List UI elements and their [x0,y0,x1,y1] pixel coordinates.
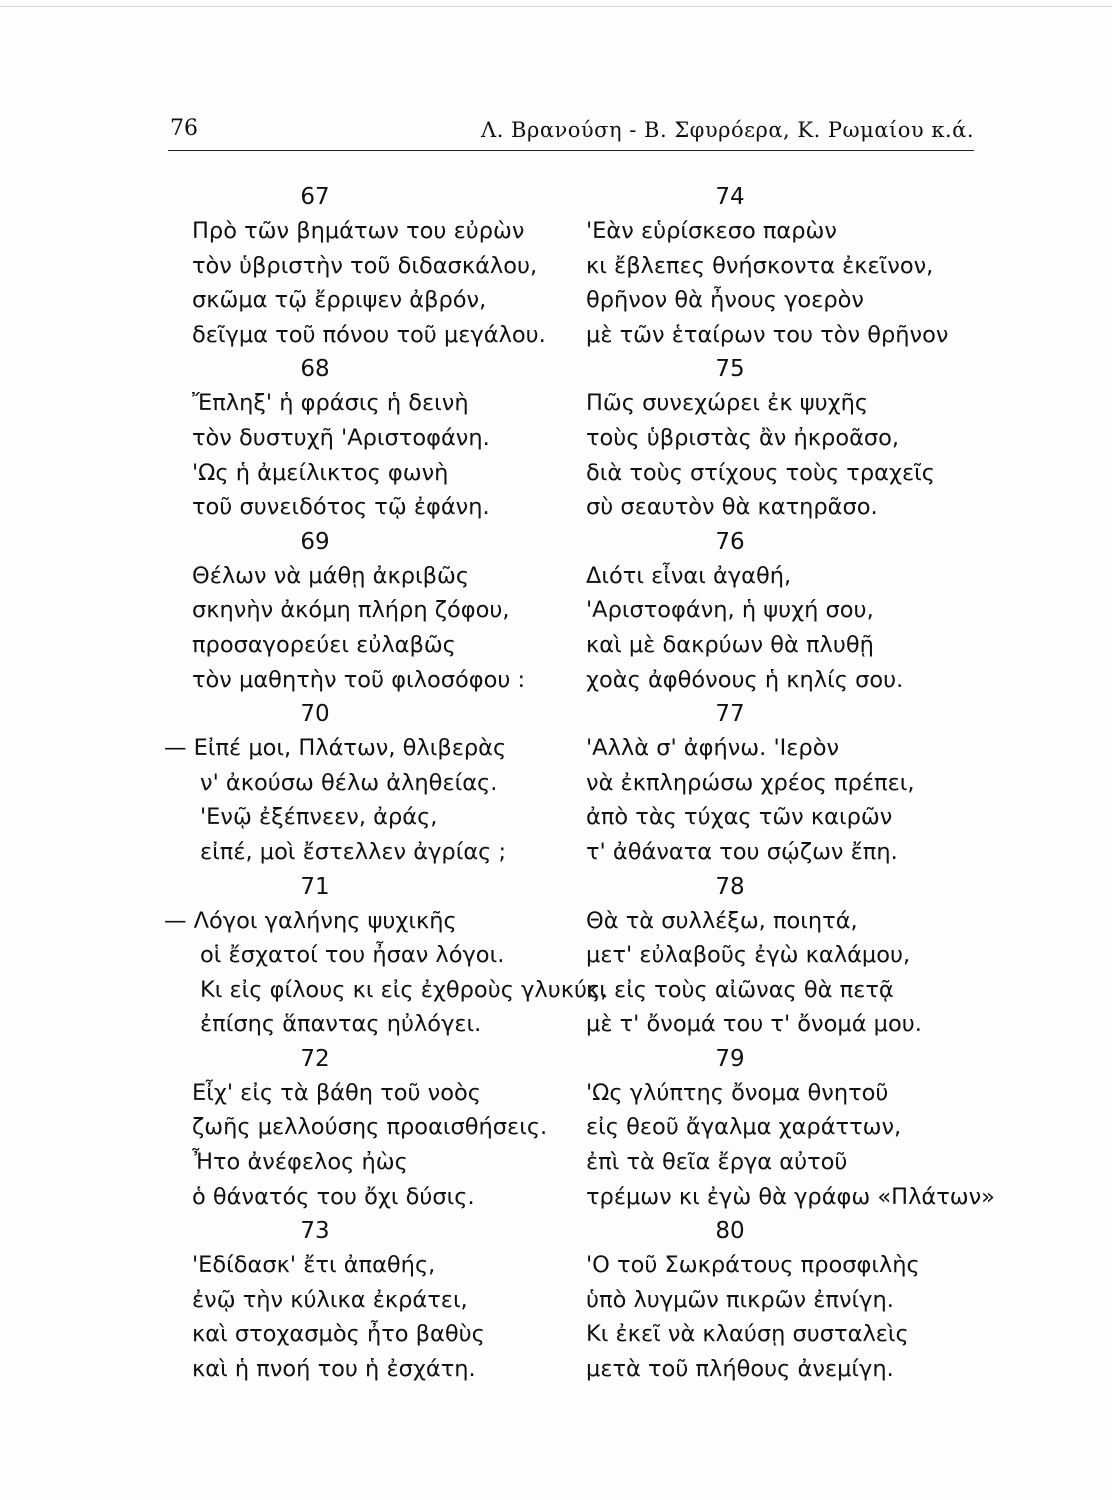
verse-line: δεῖγμα τοῦ πόνου τοῦ μεγάλου. [192,321,546,348]
verse-line: ὑπὸ λυγμῶν πικρῶν ἐπνίγη. [586,1286,894,1313]
verse-line: προσαγορεύει εὐλαβῶς [192,631,456,658]
verse-line: — Εἰπέ μοι, Πλάτων, θλιβερὰς [164,735,507,762]
stanza-number: 70 [300,701,330,728]
stanza-number: 68 [300,356,330,383]
verse-line: Κι ἐκεῖ νὰ κλαύσῃ συσταλεὶς [586,1321,909,1348]
verse-line: ἐπὶ τὰ θεῖα ἔργα αὐτοῦ [586,1149,848,1176]
verse-line: τοὺς ὑβριστὰς ἂν ἠκροᾶσο, [586,424,900,451]
verse-line: χοὰς ἀφθόνους ἡ κηλίς σου. [586,666,904,693]
verse-line: Κι εἰς φίλους κι εἰς ἐχθροὺς γλυκύς, [200,976,608,1003]
left-poem-column [160,180,608,1387]
stanza [580,1214,980,1386]
verse-line: 'Εὰν εὑρίσκεσο παρὼν [586,218,837,244]
verse-line: 'Αριστοφάνη, ἡ ψυχή σου, [586,597,874,624]
verse-line: ζωῆς μελλούσης προαισθήσεις. [192,1114,548,1141]
verse-line: οἱ ἔσχατοί του ἦσαν λόγοι. [200,942,505,969]
stanza-number: 72 [300,1045,330,1072]
verse-line: κι ἔβλεπες θνήσκοντα ἐκεῖνον, [586,252,934,279]
stanza [580,525,980,697]
verse-line: κι εἰς τοὺς αἰῶνας θὰ πετᾷ [586,976,894,1003]
verse-line: Πρὸ τῶν βημάτων του εὐρὼν [192,218,525,244]
stanza-number: 80 [715,1218,745,1245]
stanza-number: 78 [715,873,745,900]
scan-edge-line [0,6,1112,7]
stanza [160,870,608,1042]
verse-line: ἐπίσης ἅπαντας ηὐλόγει. [200,1011,482,1038]
verse-line: σκηνὴν ἀκόμη πλήρη ζόφου, [192,597,510,624]
verse-line: — Λόγοι γαλήνης ψυχικῆς [164,907,457,934]
verse-line: Ἔπληξ' ἡ φράσις ἡ δεινὴ [192,390,469,417]
stanza-number: 75 [715,356,745,383]
stanza-number: 71 [300,873,330,900]
verse-line: εἰς θεοῦ ἄγαλμα χαράττων, [586,1114,902,1141]
stanza [580,180,980,352]
stanza [580,1042,995,1214]
verse-line: καὶ ἡ πνοή του ἡ ἐσχάτη. [192,1356,476,1383]
verse-line: 'Ως γλύπτης ὄνομα θνητοῦ [586,1079,889,1106]
verse-line: θρῆνον θὰ ἦνους γοερὸν [586,287,864,314]
verse-line: νὰ ἐκπληρώσω χρέος πρέπει, [586,769,915,796]
verse-line: καὶ μὲ δακρύων θὰ πλυθῇ [586,631,874,658]
verse-line: τὸν δυστυχῆ 'Αριστοφάνη. [192,424,490,451]
right-poem-column [580,180,995,1387]
verse-line: Θὰ τὰ συλλέξω, ποιητά, [586,907,858,934]
stanza [160,697,580,869]
stanza [580,870,980,1042]
page-number: 76 [170,116,198,141]
stanza-number: 67 [300,184,330,210]
verse-line: τὸν μαθητὴν τοῦ φιλοσόφου : [192,666,526,693]
verse-line: Εἶχ' εἰς τὰ βάθη τοῦ νοὸς [192,1079,481,1106]
verse-line: μὲ τῶν ἑταίρων του τὸν θρῆνον [586,321,949,348]
stanza [160,525,580,697]
verse-line: μετ' εὐλαβοῦς ἐγὼ καλάμου, [586,942,911,969]
verse-line: 'Εδίδασκ' ἔτι ἀπαθής, [192,1252,436,1279]
stanza-number: 79 [715,1045,745,1072]
verse-line: σκῶμα τῷ ἔρριψεν ἀβρόν, [192,287,487,314]
verse-line: Πῶς συνεχώρει ἐκ ψυχῆς [586,390,869,417]
verse-line: 'Αλλὰ σ' ἀφήνω. 'Ιερὸν [586,735,840,762]
verse-line: τρέμων κι ἐγὼ θὰ γράφω «Πλάτων» [586,1183,995,1210]
verse-line: ὁ θάνατός του ὄχι δύσις. [192,1183,475,1210]
verse-line: 'Ως ἡ ἀμείλικτος φωνὴ [192,459,449,486]
verse-line: διὰ τοὺς στίχους τοὺς τραχεῖς [586,459,935,486]
verse-line: Θέλων νὰ μάθῃ ἀκριβῶς [192,562,470,589]
stanza-number: 73 [300,1218,330,1245]
stanza [580,352,980,524]
stanza-number: 74 [715,184,745,210]
verse-line: 'Ο τοῦ Σωκράτους προσφιλὴς [586,1252,920,1279]
verse-line: σὺ σεαυτὸν θὰ κατηρᾶσο. [586,494,878,521]
verse-line: καὶ στοχασμὸς ἦτο βαθὺς [192,1321,485,1348]
verse-line: μὲ τ' ὄνομά του τ' ὄνομά μου. [586,1011,922,1038]
verse-line: τ' ἀθάνατα του σῴζων ἔπη. [586,838,898,865]
verse-line: ν' ἀκούσω θέλω ἀληθείας. [200,769,498,796]
verse-line: Ἦτο ἀνέφελος ἠὼς [192,1149,408,1176]
stanza [160,352,580,524]
verse-line: τοῦ συνειδότος τῷ ἐφάνη. [192,494,490,521]
verse-line: ἐνῷ τὴν κύλικα ἐκράτει, [192,1286,468,1313]
stanza-number: 77 [715,701,745,728]
stanza [160,1042,580,1214]
stanza-number: 69 [300,528,330,555]
stanza [160,180,580,352]
stanza [580,697,980,869]
verse-line: μετὰ τοῦ πλήθους ἀνεμίγη. [586,1356,894,1383]
header-rule [168,150,974,151]
page-header [168,112,974,148]
verse-line: ἀπὸ τὰς τύχας τῶν καιρῶν [586,804,893,831]
stanza [160,1214,580,1386]
verse-line: εἰπέ, μοὶ ἔστελλεν ἀγρίας ; [200,838,507,865]
verse-line: Διότι εἶναι ἀγαθή, [586,562,792,589]
verse-line: τὸν ὑβριστὴν τοῦ διδασκάλου, [192,252,538,279]
stanza-number: 76 [715,528,745,555]
verse-line: 'Ενῷ ἐξέπνεεν, ἀράς, [200,804,438,831]
running-head: Λ. Βρανούση - Β. Σφυρόερα, Κ. Ρωμαίου κ.ά. [481,118,974,142]
